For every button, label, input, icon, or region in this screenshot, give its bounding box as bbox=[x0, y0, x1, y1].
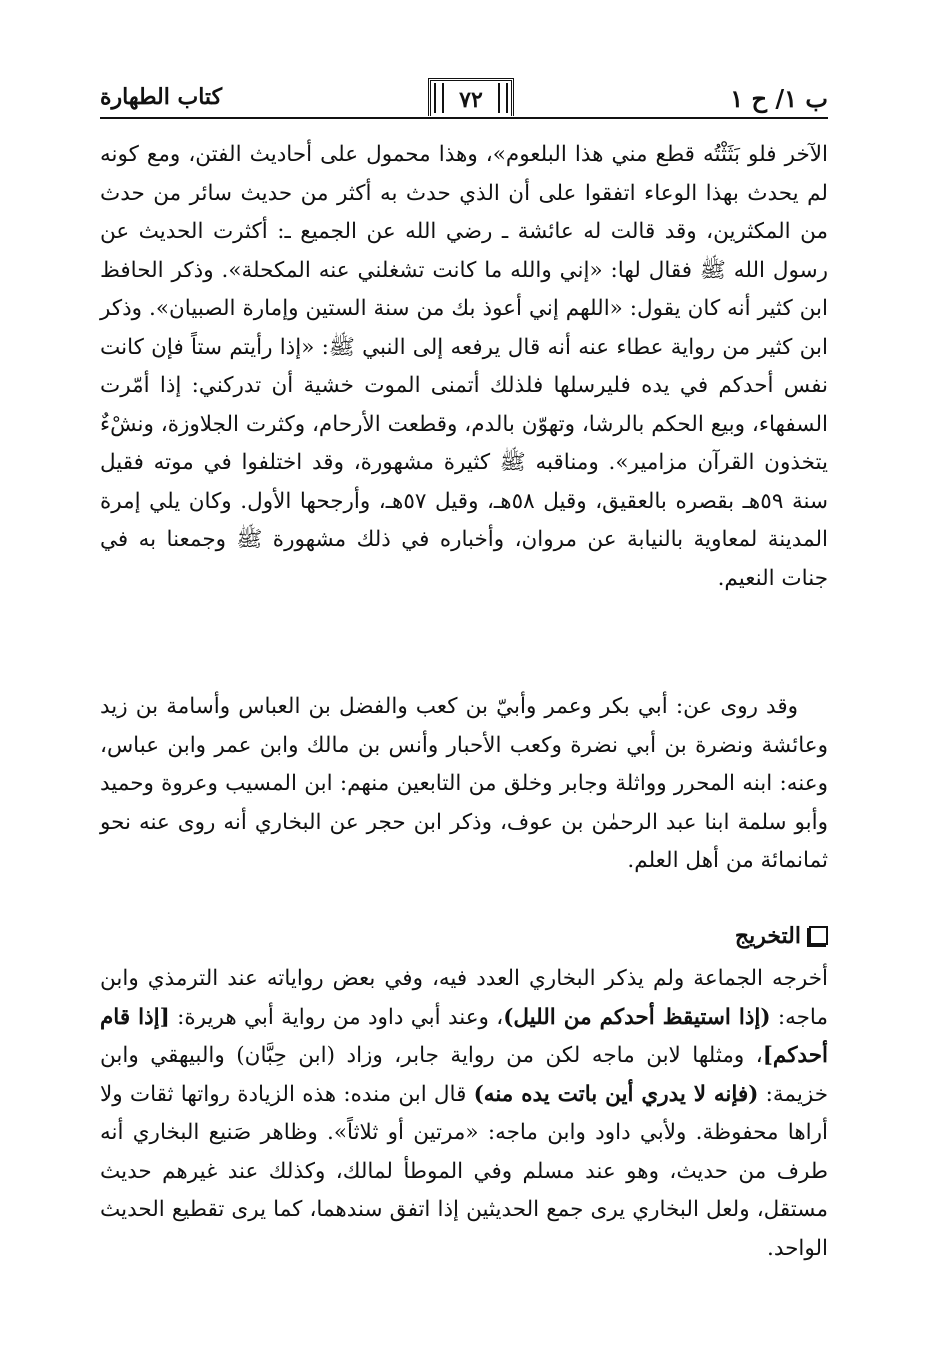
square-bullet-icon bbox=[809, 926, 828, 945]
text-run: ، وعند أبي داود من رواية أبي هريرة: bbox=[169, 1004, 504, 1030]
section-heading-label: التخريج bbox=[734, 923, 801, 949]
body-paragraph-1: الآخر فلو بَثَثْتُه قطع مني هذا البلعوم»، وهذا محمول على أحاديث الفتن، ومع كونه لم يحدث بهذا الوعاء اتفقوا على أن الذي حدث به أكثر من حديث سائر من حدث من المكثرين، وقد قالت له عائشة ـ رضي الله عن الجميع ـ: أكثرت الحديث عن رسول الله ﷺ فقال لها: «إني والله ما كانت تشغلني عنه المكحلة». وذكر الحافظ ابن كثير أنه كان يقول: «اللهم إني أعوذ بك من سنة الستين وإمارة الصبيان». وذكر ابن كثير من رواية عطاء عنه أنه قال يرفعه إلى النبي ﷺ: «إذا رأيتم ستاً فإن كانت نفس أحدكم في يده فليرسلها فلذلك أتمنى الموت خشية أن تدركني: إذا أمّرت السفهاء، وبيع الحكم بالرشا، وتهوّن بالدم، وقطعت الأرحام، وكثرت الجلاوزة، ونشْءٌ يتخذون القرآن مزامير». ومناقبه ﷺ كثيرة مشهورة، وقد اختلفوا في موته فقيل سنة ٥٩هـ بقصره بالعقيق، وقيل ٥٨هـ، وقيل ٥٧هـ، وأرجحها الأول. وكان يلي إمرة المدينة لمعاوية بالنيابة عن مروان، وأخباره في ذلك مشهورة ﷺ وجمعنا به في جنات النعيم. bbox=[100, 142, 828, 591]
section-heading-takhrij bbox=[100, 918, 828, 954]
page-number: ٧٢ bbox=[428, 78, 514, 116]
bold-quote: (إذا استيقظ أحدكم من الليل) bbox=[503, 1004, 771, 1030]
volume-reference: ب ١/ ح ١ bbox=[730, 84, 828, 113]
text-run: ، ومثلها لابن ماجه لكن من رواية جابر، وزاد (ابن حِبَّان) والبيهقي وابن خزيمة: bbox=[100, 1043, 828, 1107]
header-rule bbox=[100, 117, 828, 119]
running-head bbox=[100, 78, 828, 118]
bold-quote: [إذا قام أحدكم] bbox=[100, 1004, 828, 1068]
text-run: أخرجه الجماعة ولم يذكر البخاري العدد فيه، وفي بعض رواياته عند الترمذي وابن ماجه: bbox=[100, 966, 828, 1030]
book-title: كتاب الطهارة bbox=[100, 84, 223, 110]
body-paragraph-2: وقد روى عن: أبي بكر وعمر وأبيّ بن كعب والفضل بن العباس وأسامة بن زيد وعائشة ونضرة بن أبي نضرة وكعب الأحبار وأنس بن مالك وابن عمر وابن عباس، وعنه: ابنه المحرر وواثلة وجابر وخلق من التابعين منهم: ابن المسيب وعروة وحميد وأبو سلمة ابنا عبد الرحمٰن بن عوف، وذكر ابن حجر عن البخاري أنه روى عنه نحو ثمانمائة من أهل العلم. bbox=[100, 694, 828, 873]
bold-quote: (فإنه لا يدري أين باتت يده منه) bbox=[473, 1081, 759, 1107]
text-run: قال ابن منده: هذه الزيادة رواتها ثقات ولا أراها محفوظة. ولأبي داود وابن ماجه: «مرتين أو ثلاثاً». وظاهر صَنيع البخاري أنه طرف من حديث، وهو عند مسلم وفي الموطأ لمالك، وكذلك عند غيرهم حديث مستقل، ولعل البخاري يرى جمع الحديثين إذا اتفق سندهما، كما يرى تقطيع الحديث الواحد. bbox=[100, 1081, 828, 1261]
body-paragraph-3 bbox=[100, 960, 828, 1268]
